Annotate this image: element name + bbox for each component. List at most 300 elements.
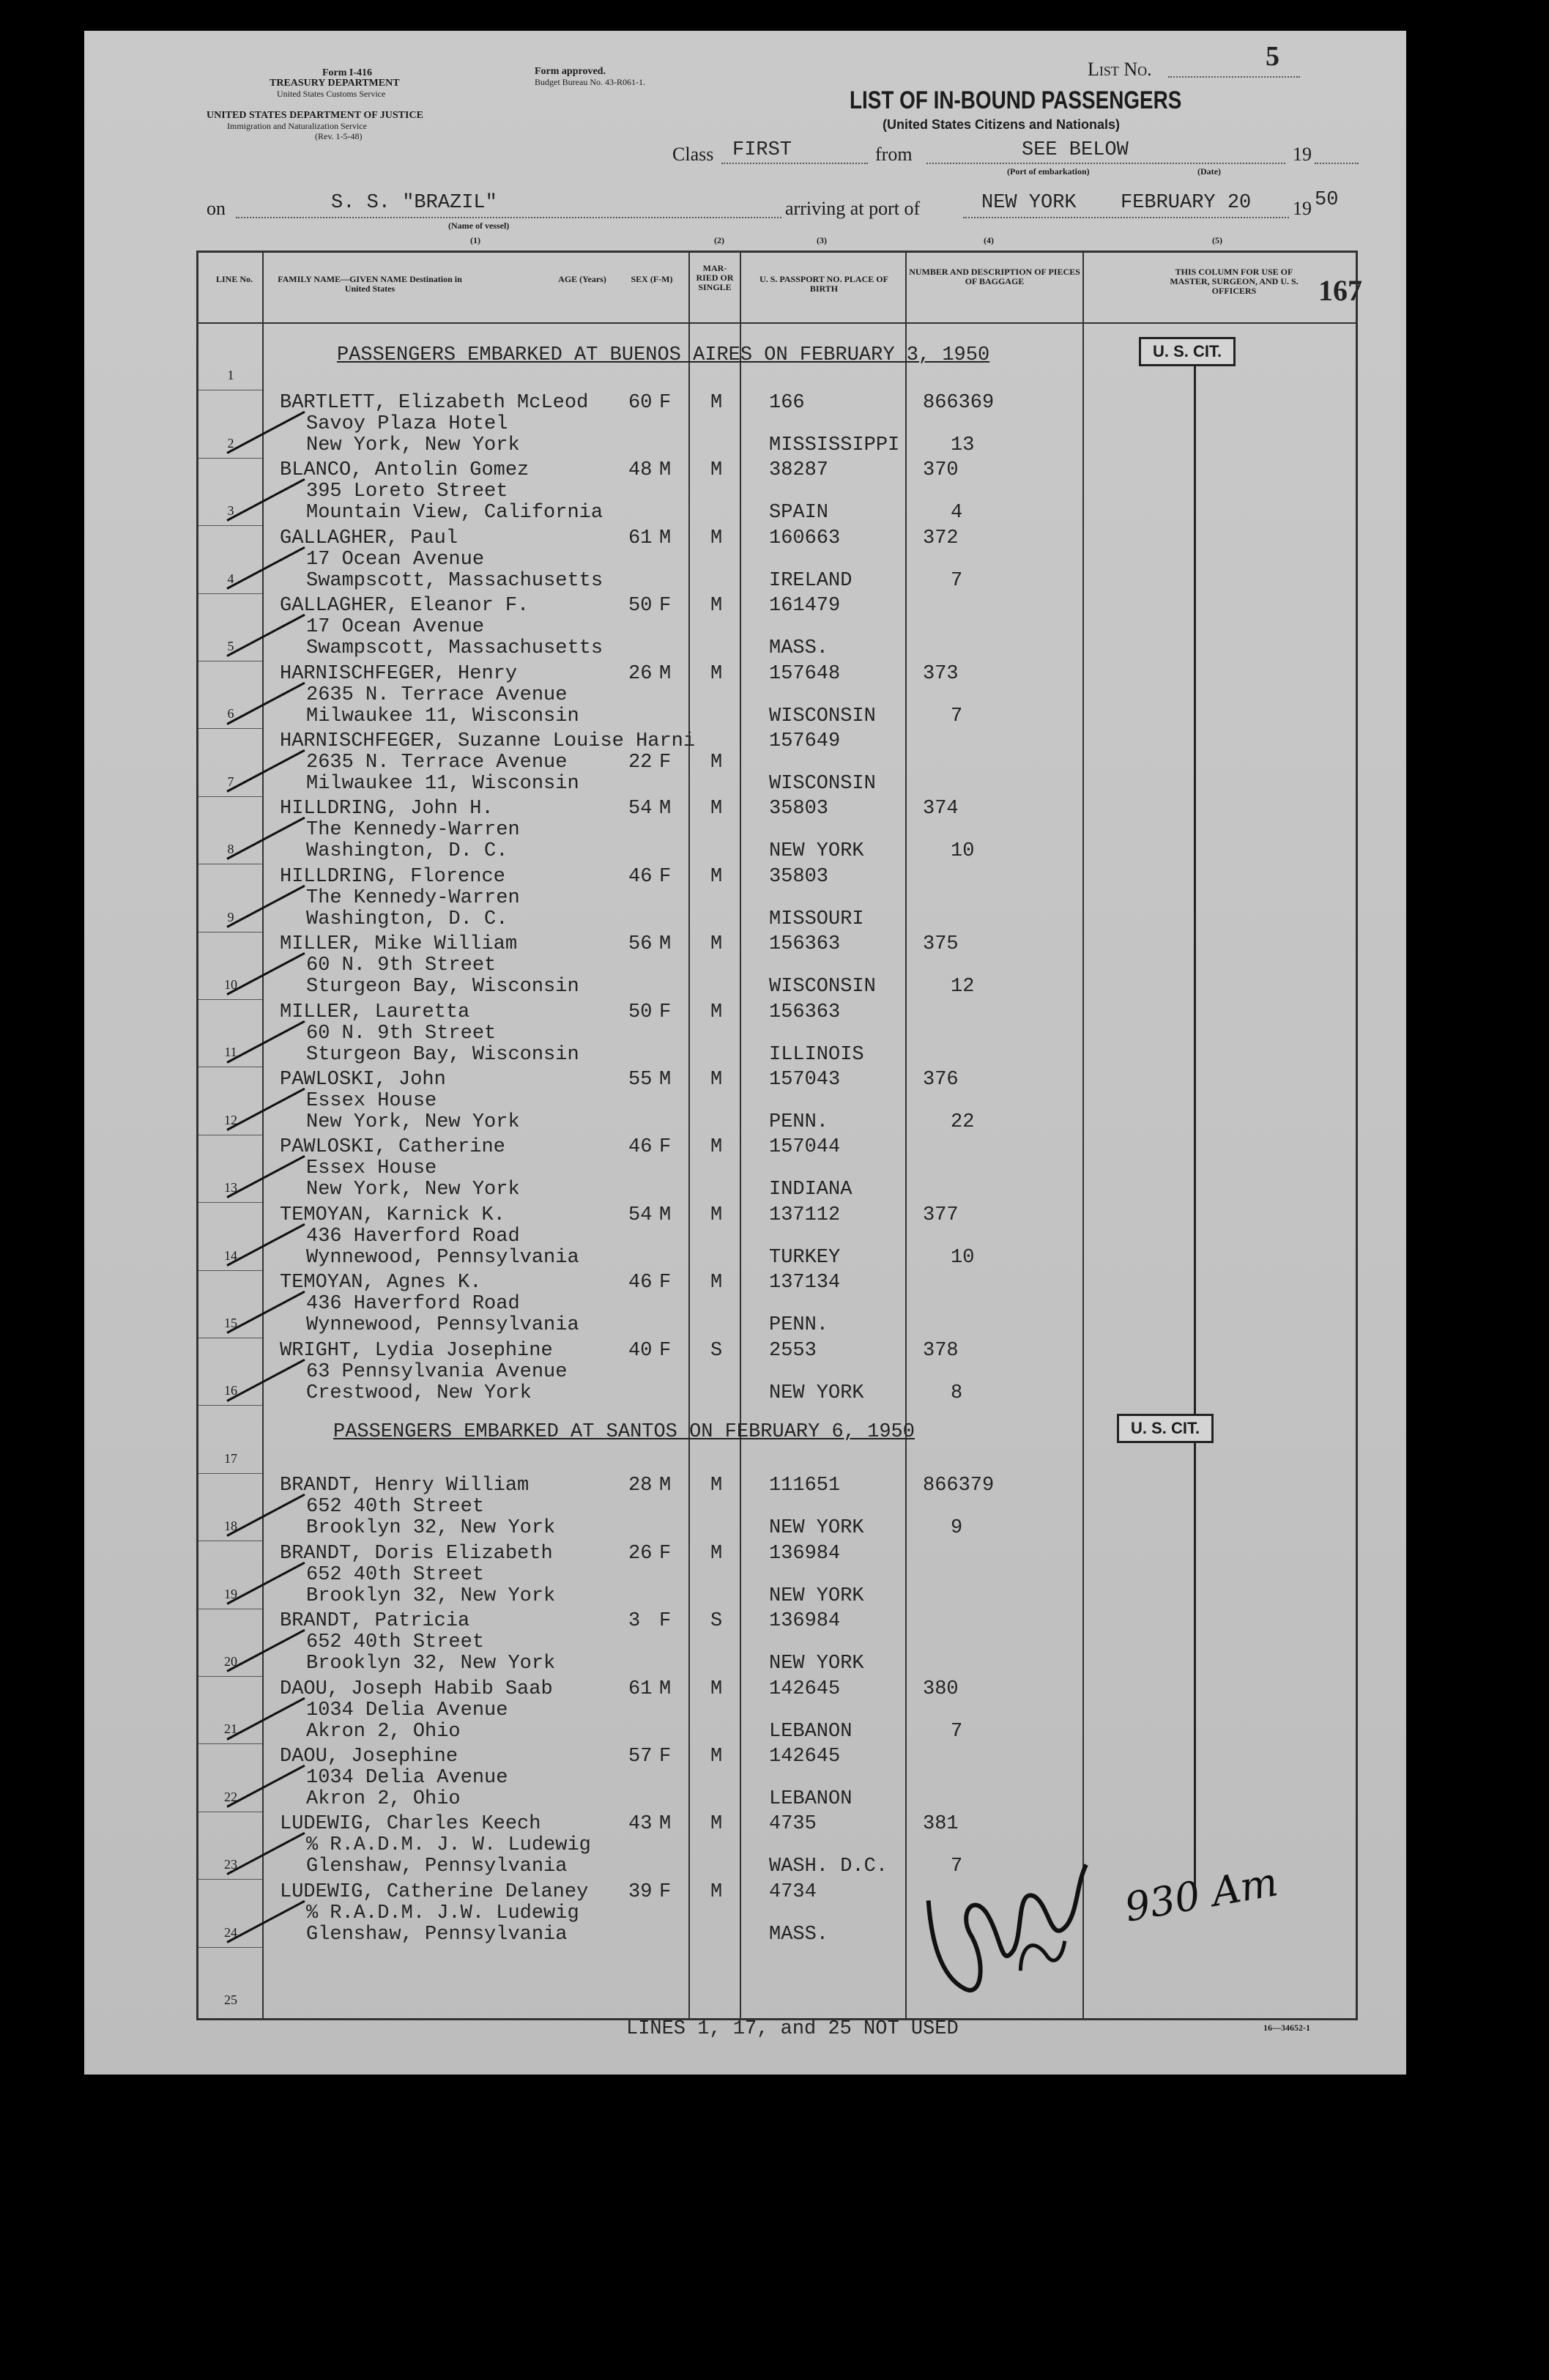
place-of-birth: INDIANA xyxy=(769,1179,852,1201)
row-divider xyxy=(198,932,262,933)
year-label: 19 xyxy=(1293,144,1312,165)
passenger-age: 26 xyxy=(628,1542,653,1565)
header-name: FAMILY NAME—GIVEN NAME Destination in United States xyxy=(278,274,462,294)
passenger-marital-status: M xyxy=(710,1475,723,1497)
passenger-name: HARNISCHFEGER, Suzanne Louise Harni xyxy=(280,730,696,752)
header-divider xyxy=(196,322,1356,324)
passenger-sex: F xyxy=(659,1339,672,1362)
passenger-sex: F xyxy=(659,1272,672,1294)
passport-number: 35803 xyxy=(769,865,829,888)
date-caption: (Date) xyxy=(1197,166,1221,177)
place-of-birth: PENN. xyxy=(769,1314,829,1337)
passenger-sex: F xyxy=(659,1136,672,1159)
place-of-birth: NEW YORK xyxy=(769,840,864,863)
col-divider xyxy=(905,251,907,2018)
passenger-sex: F xyxy=(659,595,672,618)
passenger-sex: F xyxy=(659,1610,672,1633)
place-of-birth: WISCONSIN xyxy=(769,976,876,998)
arrival-year-prefix: 19 xyxy=(1293,198,1312,219)
passenger-sex: M xyxy=(659,798,672,820)
passenger-age: 61 xyxy=(628,1678,653,1700)
row-divider xyxy=(198,728,262,729)
on-label: on xyxy=(207,198,226,219)
baggage-count: 13 xyxy=(951,434,975,456)
passenger-address: Essex House xyxy=(306,1157,437,1180)
passenger-city: Wynnewood, Pennsylvania xyxy=(306,1246,579,1269)
passport-number: 166 xyxy=(769,392,805,414)
baggage-number: 374 xyxy=(923,798,959,820)
place-of-birth: NEW YORK xyxy=(769,1584,864,1607)
baggage-number: 372 xyxy=(923,527,959,549)
line-number: 14 xyxy=(224,1248,237,1263)
port-caption: (Port of embarkation) xyxy=(1007,166,1090,177)
passenger-city: Crestwood, New York xyxy=(306,1382,532,1404)
passenger-city: Mountain View, California xyxy=(306,502,603,524)
passenger-address: 395 Loreto Street xyxy=(306,481,508,503)
passenger-address: The Kennedy-Warren xyxy=(306,819,520,842)
form-approved: Form approved. xyxy=(535,66,606,77)
baggage-count: 22 xyxy=(951,1111,975,1133)
passenger-city: Brooklyn 32, New York xyxy=(306,1517,556,1540)
passenger-marital-status: M xyxy=(710,798,723,820)
passenger-name: PAWLOSKI, Catherine xyxy=(280,1136,505,1159)
place-of-birth: TURKEY xyxy=(769,1246,841,1269)
row-divider xyxy=(198,1405,262,1406)
passenger-name: BRANDT, Doris Elizabeth xyxy=(280,1542,553,1565)
passenger-address: The Kennedy-Warren xyxy=(306,886,520,909)
place-of-birth: IRELAND xyxy=(769,569,852,592)
passenger-name: TEMOYAN, Agnes K. xyxy=(280,1272,482,1294)
from-line xyxy=(926,163,1285,164)
passenger-name: HILLDRING, Florence xyxy=(280,865,505,888)
passenger-age: 46 xyxy=(628,865,653,888)
passenger-name: LUDEWIG, Charles Keech xyxy=(280,1813,541,1836)
row-divider xyxy=(198,1947,262,1948)
passenger-city: Sturgeon Bay, Wisconsin xyxy=(306,976,579,998)
baggage-number: 381 xyxy=(923,1813,959,1836)
passenger-address: % R.A.D.M. J.W. Ludewig xyxy=(306,1902,579,1924)
place-of-birth: WISCONSIN xyxy=(769,773,876,795)
passenger-marital-status: M xyxy=(710,752,723,774)
passenger-address: 60 N. 9th Street xyxy=(306,1022,497,1045)
class-line xyxy=(721,163,868,164)
passenger-address: 2635 N. Terrace Avenue xyxy=(306,683,568,706)
passenger-city: Akron 2, Ohio xyxy=(306,1720,461,1743)
page-number: 167 xyxy=(1318,274,1362,307)
header-sex: SEX (F-M) xyxy=(631,274,673,284)
from-label: from xyxy=(875,144,913,165)
baggage-count: 8 xyxy=(951,1382,963,1404)
passenger-marital-status: M xyxy=(710,1272,723,1294)
department-of-justice: UNITED STATES DEPARTMENT OF JUSTICE xyxy=(207,110,423,121)
passenger-age: 48 xyxy=(628,459,653,482)
baggage-count: 7 xyxy=(951,1856,963,1878)
passenger-name: MILLER, Mike William xyxy=(280,933,518,956)
passenger-name: HILLDRING, John H. xyxy=(280,798,494,820)
ins-service: Immigration and Naturalization Service xyxy=(227,121,367,131)
row-divider xyxy=(198,525,262,526)
passport-number: 136984 xyxy=(769,1610,841,1633)
section-heading: PASSENGERS EMBARKED AT BUENOS AIRES ON FEBRUARY 3, 1950 xyxy=(337,344,990,366)
place-of-birth: PENN. xyxy=(769,1111,829,1133)
passenger-age: 50 xyxy=(628,1001,653,1023)
passport-number: 160663 xyxy=(769,527,841,549)
passport-number: 4735 xyxy=(769,1813,817,1836)
officer-bracket-line xyxy=(1194,359,1196,1897)
passenger-address: 436 Haverford Road xyxy=(306,1225,520,1248)
baggage-number: 866379 xyxy=(923,1475,995,1497)
row-divider xyxy=(198,1270,262,1271)
passenger-marital-status: M xyxy=(710,933,723,956)
passenger-name: BRANDT, Patricia xyxy=(280,1610,470,1633)
passenger-name: TEMOYAN, Karnick K. xyxy=(280,1204,505,1226)
passenger-name: PAWLOSKI, John xyxy=(280,1069,446,1091)
header-married: MAR-RIED OR SINGLE xyxy=(696,263,734,292)
passenger-sex: F xyxy=(659,865,672,888)
place-of-birth: NEW YORK xyxy=(769,1517,864,1540)
place-of-birth: ILLINOIS xyxy=(769,1043,864,1066)
baggage-count: 9 xyxy=(951,1517,963,1540)
row-divider xyxy=(198,458,262,459)
from-value: SEE BELOW xyxy=(1022,139,1129,161)
line-number: 9 xyxy=(227,909,234,924)
passport-number: 161479 xyxy=(769,595,841,618)
passenger-name: HARNISCHFEGER, Henry xyxy=(280,662,518,685)
customs-service: United States Customs Service xyxy=(277,89,386,99)
header-passport: U. S. PASSPORT NO. PLACE OF BIRTH xyxy=(759,274,888,294)
col-divider xyxy=(262,251,264,2018)
baggage-number: 377 xyxy=(923,1204,959,1226)
us-citizen-stamp: U. S. CIT. xyxy=(1139,337,1236,366)
passport-number: 136984 xyxy=(769,1542,841,1565)
baggage-count: 4 xyxy=(951,502,963,524)
baggage-number: 370 xyxy=(923,459,959,482)
line-number: 3 xyxy=(227,503,234,519)
passenger-age: 22 xyxy=(628,752,653,774)
section-heading: PASSENGERS EMBARKED AT SANTOS ON FEBRUARY 6, 1950 xyxy=(333,1421,915,1443)
header-officers: THIS COLUMN FOR USE OF MASTER, SURGEON, AND U. S. OFFICERS xyxy=(1170,267,1299,296)
place-of-birth: NEW YORK xyxy=(769,1382,864,1404)
footer-code: 16—34652-1 xyxy=(1263,2023,1310,2033)
line-number: 13 xyxy=(224,1180,237,1195)
line-number: 17 xyxy=(224,1450,237,1466)
row-divider xyxy=(198,1879,262,1880)
passenger-city: New York, New York xyxy=(306,1111,520,1133)
class-label: Class xyxy=(672,144,714,165)
passport-number: 137112 xyxy=(769,1204,841,1226)
line-number: 6 xyxy=(227,706,234,722)
form-number: Form I-416 xyxy=(322,67,373,78)
passenger-address: 652 40th Street xyxy=(306,1496,485,1519)
passenger-age: 56 xyxy=(628,933,653,956)
header-baggage: NUMBER AND DESCRIPTION OF PIECES OF BAGGAGE xyxy=(909,267,1080,286)
passenger-address: Essex House xyxy=(306,1090,437,1112)
passenger-city: Washington, D. C. xyxy=(306,840,508,863)
place-of-birth: MASS. xyxy=(769,1923,829,1946)
passenger-name: BRANDT, Henry William xyxy=(280,1475,530,1497)
passport-number: 111651 xyxy=(769,1475,841,1497)
baggage-number: 380 xyxy=(923,1678,959,1700)
passenger-marital-status: M xyxy=(710,1880,723,1903)
row-divider xyxy=(198,1743,262,1744)
passenger-age: 54 xyxy=(628,798,653,820)
form-subtitle: (United States Citizens and Nationals) xyxy=(883,117,1121,132)
place-of-birth: WASH. D.C. xyxy=(769,1856,888,1878)
passenger-sex: M xyxy=(659,1204,672,1226)
col-divider xyxy=(688,251,690,2018)
passport-number: 2553 xyxy=(769,1339,817,1362)
place-of-birth: MASS. xyxy=(769,637,829,660)
passport-number: 157044 xyxy=(769,1136,841,1159)
passport-number: 157649 xyxy=(769,730,841,752)
passenger-name: DAOU, Joseph Habib Saab xyxy=(280,1678,553,1700)
line-number: 18 xyxy=(224,1519,237,1534)
col-marker-5: (5) xyxy=(1212,235,1222,245)
col-marker-1: (1) xyxy=(470,235,480,245)
passenger-city: Glenshaw, Pennsylvania xyxy=(306,1856,568,1878)
passenger-age: 26 xyxy=(628,662,653,685)
passenger-name: LUDEWIG, Catherine Delaney xyxy=(280,1880,589,1903)
passenger-marital-status: M xyxy=(710,662,723,685)
passenger-marital-status: M xyxy=(710,1136,723,1159)
place-of-birth: NEW YORK xyxy=(769,1653,864,1675)
passenger-age: 28 xyxy=(628,1475,653,1497)
passenger-marital-status: M xyxy=(710,595,723,618)
passenger-marital-status: S xyxy=(710,1610,723,1633)
baggage-number: 373 xyxy=(923,662,959,685)
row-divider xyxy=(198,593,262,594)
list-no-line xyxy=(1168,76,1300,78)
footer-note: LINES 1, 17, and 25 NOT USED xyxy=(626,2018,959,2040)
passport-number: 156363 xyxy=(769,1001,841,1023)
arriving-label: arriving at port of xyxy=(785,198,921,219)
row-divider xyxy=(198,1676,262,1677)
passport-number: 137134 xyxy=(769,1272,841,1294)
passenger-name: BLANCO, Antolin Gomez xyxy=(280,459,530,482)
passenger-sex: M xyxy=(659,1069,672,1091)
line-number: 7 xyxy=(227,774,234,789)
passenger-address: 652 40th Street xyxy=(306,1631,485,1654)
place-of-birth: WISCONSIN xyxy=(769,705,876,727)
passenger-marital-status: M xyxy=(710,1542,723,1565)
passenger-city: Glenshaw, Pennsylvania xyxy=(306,1923,568,1946)
passenger-marital-status: M xyxy=(710,392,723,414)
place-of-birth: LEBANON xyxy=(769,1720,852,1743)
arrival-time-note: 930 Am xyxy=(1121,1858,1282,1931)
header-age: AGE (Years) xyxy=(558,274,606,284)
line-number: 20 xyxy=(224,1654,237,1669)
passenger-address: 17 Ocean Avenue xyxy=(306,548,485,571)
line-number: 8 xyxy=(227,842,234,857)
passenger-marital-status: M xyxy=(710,527,723,549)
list-no-label: List No. xyxy=(1088,59,1152,80)
passport-number: 157043 xyxy=(769,1069,841,1091)
line-number: 12 xyxy=(224,1112,237,1127)
baggage-number: 866369 xyxy=(923,392,995,414)
baggage-count: 10 xyxy=(951,1246,975,1269)
passenger-sex: M xyxy=(659,527,672,549)
passenger-name: GALLAGHER, Eleanor F. xyxy=(280,595,530,618)
baggage-number: 378 xyxy=(923,1339,959,1362)
passenger-address: % R.A.D.M. J. W. Ludewig xyxy=(306,1834,591,1857)
passenger-age: 57 xyxy=(628,1746,653,1768)
passenger-sex: M xyxy=(659,933,672,956)
passenger-name: DAOU, Josephine xyxy=(280,1746,458,1768)
passenger-marital-status: M xyxy=(710,1813,723,1836)
passport-number: 38287 xyxy=(769,459,829,482)
passport-number: 142645 xyxy=(769,1678,841,1700)
passport-number: 35803 xyxy=(769,798,829,820)
place-of-birth: LEBANON xyxy=(769,1788,852,1810)
passenger-address: 60 N. 9th Street xyxy=(306,954,497,977)
vessel-line xyxy=(236,217,781,218)
passenger-sex: M xyxy=(659,459,672,482)
passenger-sex: M xyxy=(659,1813,672,1836)
row-divider xyxy=(198,796,262,797)
passenger-age: 50 xyxy=(628,595,653,618)
baggage-number: 376 xyxy=(923,1069,959,1091)
baggage-count: 12 xyxy=(951,976,975,998)
passenger-city: Swampscott, Massachusetts xyxy=(306,569,603,592)
col-divider xyxy=(1082,251,1084,2018)
passenger-name: MILLER, Lauretta xyxy=(280,1001,470,1023)
passenger-city: Washington, D. C. xyxy=(306,908,508,930)
passenger-city: Sturgeon Bay, Wisconsin xyxy=(306,1043,579,1066)
col-marker-3: (3) xyxy=(817,235,827,245)
header-line-no: LINE No. xyxy=(216,274,253,284)
line-number: 10 xyxy=(224,977,237,992)
place-of-birth: SPAIN xyxy=(769,502,829,524)
passenger-age: 46 xyxy=(628,1136,653,1159)
passenger-marital-status: M xyxy=(710,865,723,888)
arrival-line xyxy=(963,217,1289,218)
passenger-city: Brooklyn 32, New York xyxy=(306,1584,556,1607)
passenger-marital-status: M xyxy=(710,459,723,482)
line-number: 5 xyxy=(227,639,234,653)
passenger-marital-status: M xyxy=(710,1204,723,1226)
passenger-age: 61 xyxy=(628,527,653,549)
passport-number: 142645 xyxy=(769,1746,841,1768)
baggage-number: 375 xyxy=(923,933,959,956)
passenger-address: 17 Ocean Avenue xyxy=(306,616,485,639)
year-line xyxy=(1315,163,1359,164)
passenger-age: 39 xyxy=(628,1880,653,1903)
line-number: 4 xyxy=(227,571,234,586)
line-number: 15 xyxy=(224,1316,237,1330)
passport-number: 4734 xyxy=(769,1880,817,1903)
place-of-birth: MISSOURI xyxy=(769,908,864,930)
passenger-city: Milwaukee 11, Wisconsin xyxy=(306,773,579,795)
us-citizen-stamp: U. S. CIT. xyxy=(1117,1414,1214,1443)
baggage-count: 7 xyxy=(951,705,963,727)
passenger-age: 43 xyxy=(628,1813,653,1836)
revision-date: (Rev. 1-5-48) xyxy=(315,131,363,141)
row-divider xyxy=(198,1202,262,1203)
passenger-sex: M xyxy=(659,1678,672,1700)
passenger-name: BARTLETT, Elizabeth McLeod xyxy=(280,392,589,414)
passenger-age: 60 xyxy=(628,392,653,414)
passenger-age: 3 xyxy=(628,1610,641,1633)
place-of-birth: MISSISSIPPI xyxy=(769,434,900,456)
baggage-count: 7 xyxy=(951,1720,963,1743)
line-number: 22 xyxy=(224,1789,237,1804)
passenger-age: 40 xyxy=(628,1339,653,1362)
passenger-address: 1034 Delia Avenue xyxy=(306,1767,508,1789)
line-number: 16 xyxy=(224,1383,237,1398)
passenger-address: Savoy Plaza Hotel xyxy=(306,413,508,435)
passenger-age: 55 xyxy=(628,1069,653,1091)
row-divider xyxy=(198,999,262,1000)
treasury-department: TREASURY DEPARTMENT xyxy=(270,78,400,89)
passenger-sex: F xyxy=(659,1880,672,1903)
row-divider xyxy=(198,1473,262,1474)
passenger-address: 652 40th Street xyxy=(306,1563,485,1586)
arrival-year: 50 xyxy=(1315,189,1339,211)
col-marker-4: (4) xyxy=(984,235,994,245)
line-number: 25 xyxy=(224,1992,237,2007)
passenger-sex: M xyxy=(659,662,672,685)
passenger-city: New York, New York xyxy=(306,1179,520,1201)
col-marker-2: (2) xyxy=(714,235,724,245)
passenger-sex: M xyxy=(659,1475,672,1497)
passenger-age: 46 xyxy=(628,1272,653,1294)
passenger-city: Brooklyn 32, New York xyxy=(306,1653,556,1675)
passenger-city: Akron 2, Ohio xyxy=(306,1788,461,1810)
class-value: FIRST xyxy=(732,139,792,161)
passenger-marital-status: M xyxy=(710,1678,723,1700)
vessel-caption: (Name of vessel) xyxy=(448,220,510,231)
arrival-date: FEBRUARY 20 xyxy=(1121,192,1252,214)
passenger-sex: F xyxy=(659,752,672,774)
line-number: 19 xyxy=(224,1586,237,1601)
passenger-marital-status: M xyxy=(710,1001,723,1023)
line-number: 11 xyxy=(224,1045,237,1060)
col-divider xyxy=(740,251,741,2018)
passenger-sex: F xyxy=(659,1746,672,1768)
line-number: 21 xyxy=(224,1721,237,1737)
passenger-name: WRIGHT, Lydia Josephine xyxy=(280,1339,553,1362)
line-number: 23 xyxy=(224,1857,237,1872)
arrival-port: NEW YORK xyxy=(981,192,1077,214)
list-no-value: 5 xyxy=(1266,41,1279,72)
passenger-marital-status: M xyxy=(710,1746,723,1768)
form-title: LIST OF IN-BOUND PASSENGERS xyxy=(850,86,1182,114)
passenger-name: GALLAGHER, Paul xyxy=(280,527,458,549)
passenger-marital-status: M xyxy=(710,1069,723,1091)
passenger-address: 63 Pennsylvania Avenue xyxy=(306,1360,568,1383)
baggage-count: 7 xyxy=(951,569,963,592)
budget-bureau: Budget Bureau No. 43-R061-1. xyxy=(535,77,645,87)
line-number: 2 xyxy=(227,435,234,451)
passport-number: 156363 xyxy=(769,933,841,956)
baggage-count: 10 xyxy=(951,840,975,863)
passenger-city: Milwaukee 11, Wisconsin xyxy=(306,705,579,727)
passenger-city: Wynnewood, Pennsylvania xyxy=(306,1314,579,1337)
passenger-address: 436 Haverford Road xyxy=(306,1293,520,1316)
passenger-sex: F xyxy=(659,1001,672,1023)
vessel-name: S. S. "BRAZIL" xyxy=(331,192,497,214)
passport-number: 157648 xyxy=(769,662,841,685)
passenger-city: Swampscott, Massachusetts xyxy=(306,637,603,660)
passenger-address: 2635 N. Terrace Avenue xyxy=(306,752,568,774)
passenger-sex: F xyxy=(659,392,672,414)
passenger-sex: F xyxy=(659,1542,672,1565)
passenger-city: New York, New York xyxy=(306,434,520,456)
passenger-marital-status: S xyxy=(710,1339,723,1362)
passenger-age: 54 xyxy=(628,1204,653,1226)
passenger-address: 1034 Delia Avenue xyxy=(306,1699,508,1721)
line-number: 1 xyxy=(227,368,234,383)
